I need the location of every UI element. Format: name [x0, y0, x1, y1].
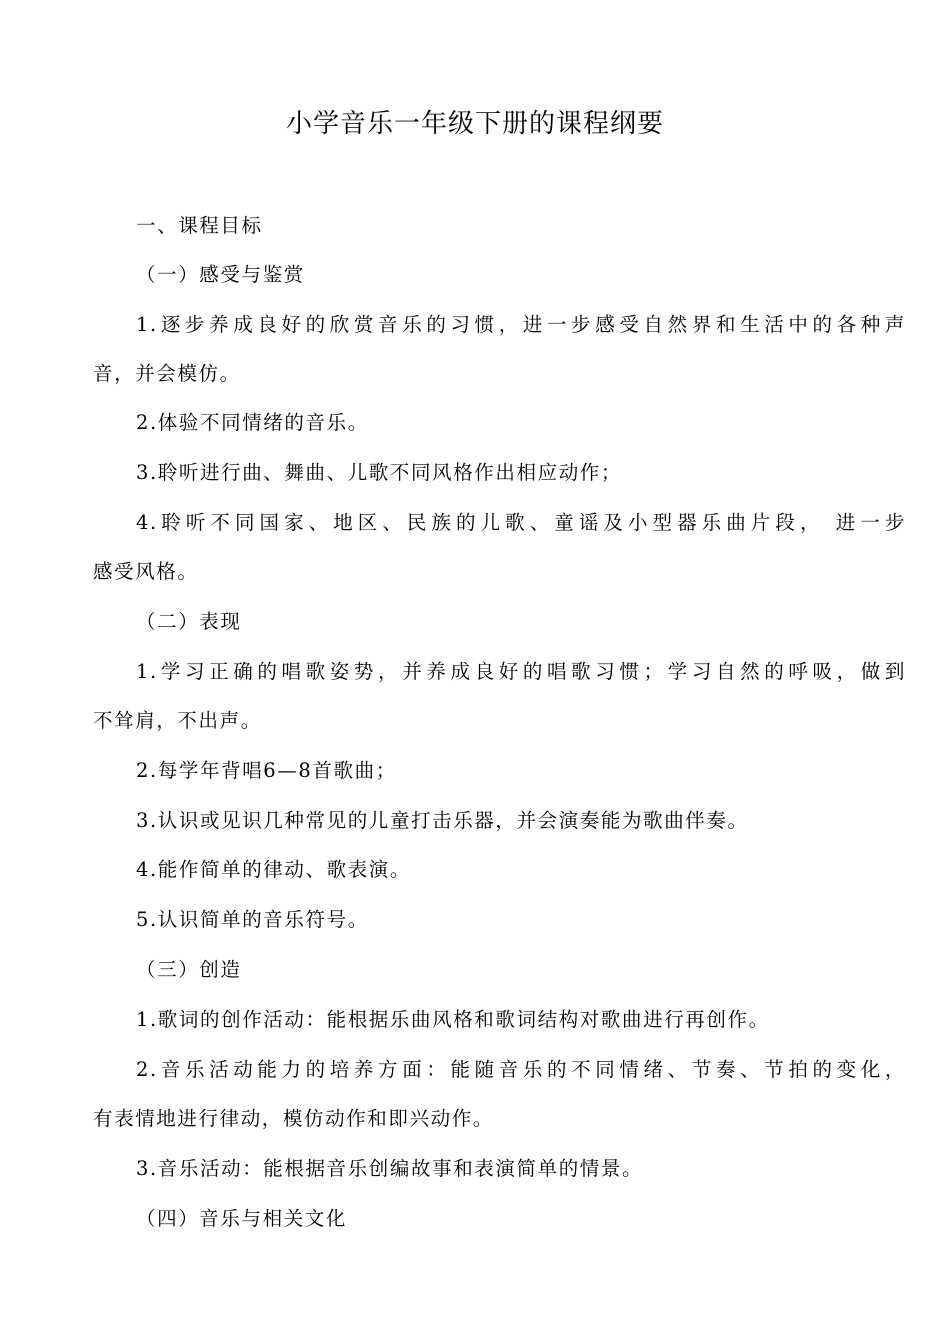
paragraph-line: 感受风格。	[93, 560, 199, 583]
paragraph-line: 3.聆听进行曲、舞曲、儿歌不同风格作出相应动作；	[136, 461, 623, 484]
paragraph-line: 音，并会模仿。	[93, 362, 241, 385]
paragraph-line: 5.认识简单的音乐符号。	[136, 908, 369, 931]
paragraph-line: 1.学习正确的唱歌姿势，并养成良好的唱歌习惯；学习自然的呼吸，做到	[136, 660, 906, 683]
subsection-heading: （三）创造	[136, 958, 242, 981]
paragraph-line: 1.逐步养成良好的欣赏音乐的习惯，进一步感受自然界和生活中的各种声	[136, 313, 906, 336]
section-heading: 一、课程目标	[136, 214, 263, 237]
paragraph-line: 有表情地进行律动，模仿动作和即兴动作。	[93, 1107, 494, 1130]
paragraph-line: 1.歌词的创作活动：能根据乐曲风格和歌词结构对歌曲进行再创作。	[136, 1008, 770, 1031]
document-title: 小学音乐一年级下册的课程纲要	[285, 109, 664, 139]
paragraph-line: 2.音乐活动能力的培养方面：能随音乐的不同情绪、节奏、节拍的变化，	[136, 1058, 906, 1081]
paragraph-line: 3.音乐活动：能根据音乐创编故事和表演简单的情景。	[136, 1157, 644, 1180]
paragraph-line: 2.每学年背唱6—8首歌曲；	[136, 759, 397, 782]
paragraph-line: 4.能作简单的律动、歌表演。	[136, 858, 412, 881]
paragraph-line: 不耸肩，不出声。	[93, 709, 262, 732]
paragraph-line: 2.体验不同情绪的音乐。	[136, 411, 369, 434]
subsection-heading: （二）表现	[136, 610, 242, 633]
paragraph-line: 3.认识或见识几种常见的儿童打击乐器，并会演奏能为歌曲伴奏。	[136, 809, 749, 832]
paragraph-line: 4.聆听不同国家、地区、民族的儿歌、童谣及小型器乐曲片段， 进一步	[136, 511, 906, 534]
subsection-heading: （四）音乐与相关文化	[136, 1207, 348, 1230]
subsection-heading: （一）感受与鉴赏	[136, 263, 305, 286]
